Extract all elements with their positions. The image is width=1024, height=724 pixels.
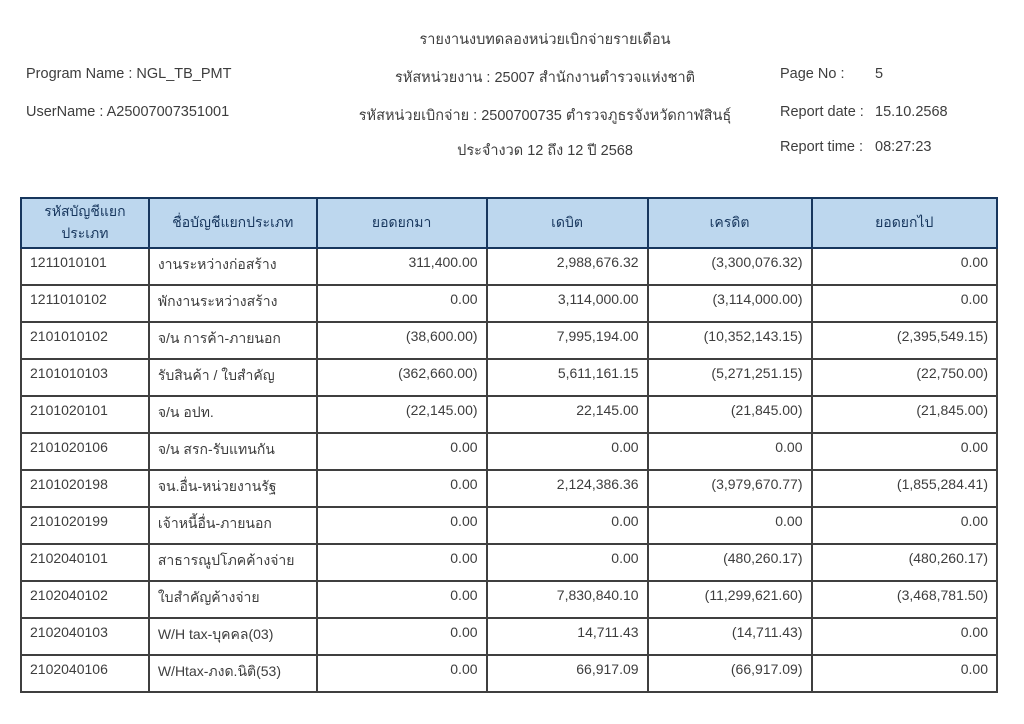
trial-balance-table bbox=[20, 197, 998, 693]
cell-account-name: จ/น สรก-รับแทนกัน bbox=[149, 433, 317, 470]
cell-account-name: งานระหว่างก่อสร้าง bbox=[149, 248, 317, 285]
cell-closing-balance: (21,845.00) bbox=[812, 396, 998, 433]
cell-credit: (3,114,000.00) bbox=[648, 285, 812, 322]
table-row bbox=[21, 285, 997, 322]
cell-closing-balance: (22,750.00) bbox=[812, 359, 998, 396]
cell-credit: (5,271,251.15) bbox=[648, 359, 812, 396]
report-date-label: Report date : bbox=[780, 104, 864, 120]
cell-account-code: 2102040101 bbox=[21, 544, 149, 581]
table-row bbox=[21, 359, 997, 396]
cell-closing-balance: 0.00 bbox=[812, 655, 998, 692]
cell-account-code: 2102040106 bbox=[21, 655, 149, 692]
cell-opening-balance: 0.00 bbox=[317, 507, 487, 544]
cell-closing-balance: (1,855,284.41) bbox=[812, 470, 998, 507]
table-row bbox=[21, 618, 997, 655]
table-row bbox=[21, 248, 997, 285]
cell-account-code: 1211010102 bbox=[21, 285, 149, 322]
header-closing-balance: ยอดยกไป bbox=[812, 198, 998, 248]
cell-opening-balance: 0.00 bbox=[317, 655, 487, 692]
cell-closing-balance: (3,468,781.50) bbox=[812, 581, 998, 618]
cell-credit: (11,299,621.60) bbox=[648, 581, 812, 618]
cell-account-code: 2101020199 bbox=[21, 507, 149, 544]
cell-opening-balance: 0.00 bbox=[317, 618, 487, 655]
report-title: รายงานงบทดลองหน่วยเบิกจ่ายรายเดือน bbox=[419, 32, 671, 48]
header-opening-balance: ยอดยกมา bbox=[317, 198, 487, 248]
cell-opening-balance: 0.00 bbox=[317, 544, 487, 581]
cell-account-code: 1211010101 bbox=[21, 248, 149, 285]
cell-credit: 0.00 bbox=[648, 507, 812, 544]
cell-debit: 2,124,386.36 bbox=[487, 470, 648, 507]
table-row bbox=[21, 581, 997, 618]
cell-credit: (14,711.43) bbox=[648, 618, 812, 655]
cell-account-name: รับสินค้า / ใบสำคัญ bbox=[149, 359, 317, 396]
report-time-value: 08:27:23 bbox=[875, 139, 932, 155]
cell-closing-balance: 0.00 bbox=[812, 507, 998, 544]
cell-credit: (10,352,143.15) bbox=[648, 322, 812, 359]
cell-account-name: W/Htax-ภงด.นิติ(53) bbox=[149, 655, 317, 692]
cell-credit: (480,260.17) bbox=[648, 544, 812, 581]
cell-account-name: W/H tax-บุคคล(03) bbox=[149, 618, 317, 655]
cell-account-name: สาธารณูปโภคค้างจ่าย bbox=[149, 544, 317, 581]
cell-credit: (66,917.09) bbox=[648, 655, 812, 692]
cell-opening-balance: (38,600.00) bbox=[317, 322, 487, 359]
unit-line: รหัสหน่วยเบิกจ่าย : 2500700735 ตำรวจภูธรจังหวัดกาฬสินธุ์ bbox=[358, 108, 732, 124]
table-row bbox=[21, 507, 997, 544]
page-no-label: Page No : bbox=[780, 66, 845, 82]
cell-account-name: พักงานระหว่างสร้าง bbox=[149, 285, 317, 322]
cell-debit: 0.00 bbox=[487, 544, 648, 581]
cell-closing-balance: 0.00 bbox=[812, 618, 998, 655]
table-body bbox=[21, 248, 997, 692]
cell-opening-balance: 0.00 bbox=[317, 581, 487, 618]
cell-opening-balance: (22,145.00) bbox=[317, 396, 487, 433]
cell-opening-balance: 0.00 bbox=[317, 433, 487, 470]
header-credit: เครดิต bbox=[648, 198, 812, 248]
program-name-line: Program Name : NGL_TB_PMT bbox=[26, 66, 232, 82]
header-account-name: ชื่อบัญชีแยกประเภท bbox=[149, 198, 317, 248]
cell-debit: 14,711.43 bbox=[487, 618, 648, 655]
cell-account-code: 2101020106 bbox=[21, 433, 149, 470]
cell-debit: 0.00 bbox=[487, 433, 648, 470]
cell-debit: 7,995,194.00 bbox=[487, 322, 648, 359]
header-account-code: รหัสบัญชีแยกประเภท bbox=[21, 198, 149, 248]
agency-line: รหัสหน่วยงาน : 25007 สำนักงานตำรวจแห่งชาติ bbox=[394, 70, 696, 86]
cell-debit: 0.00 bbox=[487, 507, 648, 544]
cell-account-code: 2102040102 bbox=[21, 581, 149, 618]
cell-opening-balance: 0.00 bbox=[317, 285, 487, 322]
cell-debit: 7,830,840.10 bbox=[487, 581, 648, 618]
page-no-value: 5 bbox=[875, 66, 884, 82]
report-time-label: Report time : bbox=[780, 139, 863, 155]
cell-debit: 5,611,161.15 bbox=[487, 359, 648, 396]
cell-opening-balance: (362,660.00) bbox=[317, 359, 487, 396]
cell-debit: 3,114,000.00 bbox=[487, 285, 648, 322]
cell-debit: 22,145.00 bbox=[487, 396, 648, 433]
cell-account-name: เจ้าหนี้อื่น-ภายนอก bbox=[149, 507, 317, 544]
cell-account-code: 2101010103 bbox=[21, 359, 149, 396]
cell-credit: 0.00 bbox=[648, 433, 812, 470]
table-header-row bbox=[21, 198, 997, 248]
cell-closing-balance: (480,260.17) bbox=[812, 544, 998, 581]
cell-debit: 2,988,676.32 bbox=[487, 248, 648, 285]
table-row bbox=[21, 433, 997, 470]
cell-account-code: 2102040103 bbox=[21, 618, 149, 655]
cell-closing-balance: (2,395,549.15) bbox=[812, 322, 998, 359]
report-date-value: 15.10.2568 bbox=[875, 104, 948, 120]
cell-account-code: 2101020198 bbox=[21, 470, 149, 507]
cell-account-code: 2101010102 bbox=[21, 322, 149, 359]
cell-opening-balance: 0.00 bbox=[317, 470, 487, 507]
cell-credit: (21,845.00) bbox=[648, 396, 812, 433]
cell-account-code: 2101020101 bbox=[21, 396, 149, 433]
cell-account-name: จ/น การค้า-ภายนอก bbox=[149, 322, 317, 359]
cell-account-name: จน.อื่น-หน่วยงานรัฐ bbox=[149, 470, 317, 507]
cell-opening-balance: 311,400.00 bbox=[317, 248, 487, 285]
cell-debit: 66,917.09 bbox=[487, 655, 648, 692]
cell-account-name: จ/น อปท. bbox=[149, 396, 317, 433]
cell-account-name: ใบสำคัญค้างจ่าย bbox=[149, 581, 317, 618]
cell-closing-balance: 0.00 bbox=[812, 433, 998, 470]
cell-credit: (3,979,670.77) bbox=[648, 470, 812, 507]
table-row bbox=[21, 544, 997, 581]
table-row bbox=[21, 655, 997, 692]
table-row bbox=[21, 470, 997, 507]
header-debit: เดบิต bbox=[487, 198, 648, 248]
table-row bbox=[21, 396, 997, 433]
cell-credit: (3,300,076.32) bbox=[648, 248, 812, 285]
period-line: ประจำงวด 12 ถึง 12 ปี 2568 bbox=[457, 143, 633, 159]
username-line: UserName : A25007007351001 bbox=[26, 104, 230, 120]
table-row bbox=[21, 322, 997, 359]
cell-closing-balance: 0.00 bbox=[812, 285, 998, 322]
cell-closing-balance: 0.00 bbox=[812, 248, 998, 285]
